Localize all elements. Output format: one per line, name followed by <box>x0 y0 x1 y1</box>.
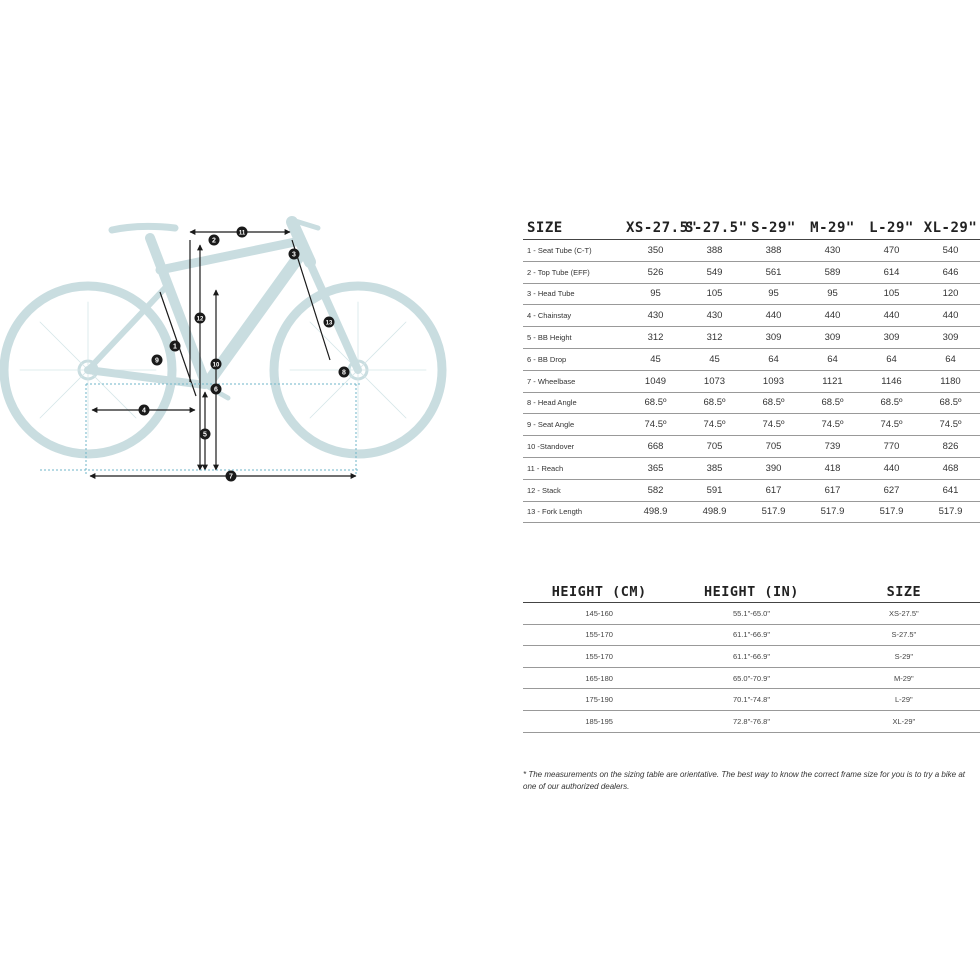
row-label: 12 - Stack <box>523 479 626 501</box>
table-cell: 614 <box>862 261 921 283</box>
marker-2 <box>209 235 220 246</box>
table-cell: 68.5º <box>626 392 685 414</box>
row-label: 8 - Head Angle <box>523 392 626 414</box>
table-cell: 145-160 <box>523 603 675 625</box>
svg-text:9: 9 <box>155 357 159 365</box>
table-cell: 591 <box>685 479 744 501</box>
table-cell: 68.5º <box>803 392 862 414</box>
table-row <box>523 689 980 711</box>
table-cell: 312 <box>685 327 744 349</box>
table-row <box>523 261 980 283</box>
table-row <box>523 370 980 392</box>
table-cell: 105 <box>685 283 744 305</box>
table-cell: 388 <box>685 240 744 262</box>
table-cell: 105 <box>862 283 921 305</box>
row-label: 11 - Reach <box>523 457 626 479</box>
row-label: 10 -Standover <box>523 436 626 458</box>
table-cell: 517.9 <box>803 501 862 523</box>
table-cell: 627 <box>862 479 921 501</box>
svg-text:12: 12 <box>196 316 204 323</box>
table-cell: 470 <box>862 240 921 262</box>
table-cell: S-29" <box>828 646 980 668</box>
table-cell: 589 <box>803 261 862 283</box>
table-cell: 74.5º <box>862 414 921 436</box>
table-cell: 120 <box>921 283 980 305</box>
table-cell: 45 <box>685 348 744 370</box>
table-cell: 1093 <box>744 370 803 392</box>
marker-12 <box>195 313 206 324</box>
table-cell: 770 <box>862 436 921 458</box>
bike-silhouette <box>4 220 442 454</box>
table-cell: 312 <box>626 327 685 349</box>
table-cell: 61.1"-66.9" <box>675 646 827 668</box>
sizing-header-height-in: HEIGHT (IN) <box>675 581 827 603</box>
table-cell: 65.0"-70.9" <box>675 667 827 689</box>
table-cell: 705 <box>744 436 803 458</box>
svg-text:8: 8 <box>342 369 346 377</box>
table-row <box>523 240 980 262</box>
table-cell: 155-170 <box>523 646 675 668</box>
row-label: 9 - Seat Angle <box>523 414 626 436</box>
table-row <box>523 479 980 501</box>
marker-3 <box>289 249 300 260</box>
row-label: 1 - Seat Tube (C-T) <box>523 240 626 262</box>
table-row <box>523 501 980 523</box>
marker-10 <box>211 359 222 370</box>
table-cell: 468 <box>921 457 980 479</box>
table-cell: 55.1"-65.0" <box>675 603 827 625</box>
table-cell: 309 <box>921 327 980 349</box>
svg-text:13: 13 <box>325 320 333 327</box>
table-row <box>523 283 980 305</box>
geometry-header-xs-27-5: XS-27.5" <box>626 217 685 240</box>
table-cell: XS-27.5" <box>828 603 980 625</box>
table-cell: 430 <box>803 240 862 262</box>
geometry-header-row <box>523 217 980 240</box>
table-cell: 64 <box>744 348 803 370</box>
table-cell: 365 <box>626 457 685 479</box>
table-cell: 45 <box>626 348 685 370</box>
geometry-header-m-29: M-29" <box>803 217 862 240</box>
table-cell: 498.9 <box>626 501 685 523</box>
table-cell: 165-180 <box>523 667 675 689</box>
table-row <box>523 414 980 436</box>
table-cell: 350 <box>626 240 685 262</box>
table-cell: 549 <box>685 261 744 283</box>
table-cell: 646 <box>921 261 980 283</box>
marker-6 <box>211 384 222 395</box>
table-cell: 68.5º <box>862 392 921 414</box>
svg-text:5: 5 <box>203 431 207 439</box>
table-cell: 641 <box>921 479 980 501</box>
table-cell: 74.5º <box>626 414 685 436</box>
table-cell: 517.9 <box>862 501 921 523</box>
table-cell: 64 <box>803 348 862 370</box>
sizing-header-height-cm: HEIGHT (CM) <box>523 581 675 603</box>
table-cell: 95 <box>626 283 685 305</box>
table-cell: 739 <box>803 436 862 458</box>
table-cell: 388 <box>744 240 803 262</box>
row-label: 7 - Wheelbase <box>523 370 626 392</box>
bike-geometry-diagram <box>0 200 470 500</box>
table-cell: 540 <box>921 240 980 262</box>
sizing-footnote: * The measurements on the sizing table are orientative. The best way to know the correct frame size for you is to try a bike at one of our authorized dealers. <box>523 770 965 791</box>
geometry-header-s-29: S-29" <box>744 217 803 240</box>
table-cell: 440 <box>921 305 980 327</box>
table-cell: 517.9 <box>744 501 803 523</box>
table-row <box>523 457 980 479</box>
table-cell: 1073 <box>685 370 744 392</box>
sizing-header-size: SIZE <box>828 581 980 603</box>
geometry-table <box>523 217 980 523</box>
svg-text:10: 10 <box>212 362 220 369</box>
table-cell: 309 <box>744 327 803 349</box>
table-cell: 95 <box>803 283 862 305</box>
table-cell: 1121 <box>803 370 862 392</box>
top-tube <box>160 242 295 270</box>
table-cell: 68.5º <box>744 392 803 414</box>
saddle <box>112 226 175 230</box>
row-label: 3 - Head Tube <box>523 283 626 305</box>
table-row <box>523 667 980 689</box>
table-cell: 582 <box>626 479 685 501</box>
marker-11 <box>237 227 248 238</box>
marker-8 <box>339 367 350 378</box>
svg-text:1: 1 <box>173 343 177 351</box>
table-cell: 498.9 <box>685 501 744 523</box>
table-cell: 95 <box>744 283 803 305</box>
table-cell: 74.5º <box>921 414 980 436</box>
geometry-header-size: SIZE <box>523 217 626 240</box>
table-cell: 418 <box>803 457 862 479</box>
table-cell: 617 <box>744 479 803 501</box>
table-row <box>523 710 980 732</box>
table-cell: 617 <box>803 479 862 501</box>
table-cell: 74.5º <box>744 414 803 436</box>
svg-text:11: 11 <box>238 230 246 237</box>
table-cell: 74.5º <box>803 414 862 436</box>
table-cell: 74.5º <box>685 414 744 436</box>
row-label: 4 - Chainstay <box>523 305 626 327</box>
table-cell: 68.5º <box>685 392 744 414</box>
table-row <box>523 436 980 458</box>
svg-text:3: 3 <box>292 251 296 259</box>
table-cell: 440 <box>744 305 803 327</box>
row-label: 13 - Fork Length <box>523 501 626 523</box>
table-row <box>523 392 980 414</box>
table-cell: 390 <box>744 457 803 479</box>
down-tube <box>210 255 300 380</box>
row-label: 5 - BB Height <box>523 327 626 349</box>
table-cell: 668 <box>626 436 685 458</box>
fork <box>305 252 358 370</box>
table-row <box>523 305 980 327</box>
table-cell: 175-190 <box>523 689 675 711</box>
svg-text:2: 2 <box>212 237 216 245</box>
table-row <box>523 646 980 668</box>
table-cell: 64 <box>862 348 921 370</box>
svg-text:7: 7 <box>229 473 233 481</box>
sizing-header-row <box>523 581 980 603</box>
table-cell: 1180 <box>921 370 980 392</box>
table-cell: 826 <box>921 436 980 458</box>
table-cell: 517.9 <box>921 501 980 523</box>
marker-7 <box>226 471 237 482</box>
table-cell: 185-195 <box>523 710 675 732</box>
row-label: 2 - Top Tube (EFF) <box>523 261 626 283</box>
table-cell: 1049 <box>626 370 685 392</box>
table-cell: 440 <box>862 457 921 479</box>
table-row <box>523 603 980 625</box>
table-cell: M-29" <box>828 667 980 689</box>
marker-4 <box>139 405 150 416</box>
table-cell: 309 <box>803 327 862 349</box>
marker-1 <box>170 341 181 352</box>
table-cell: 440 <box>862 305 921 327</box>
geometry-header-xl-29: XL-29" <box>921 217 980 240</box>
row-label: 6 - BB Drop <box>523 348 626 370</box>
table-cell: 72.8"-76.8" <box>675 710 827 732</box>
geometry-header-s-27-5: S-27.5" <box>685 217 744 240</box>
table-row <box>523 348 980 370</box>
table-cell: 526 <box>626 261 685 283</box>
table-cell: 440 <box>803 305 862 327</box>
table-cell: L-29" <box>828 689 980 711</box>
table-cell: 561 <box>744 261 803 283</box>
sizing-table <box>523 581 980 733</box>
svg-text:6: 6 <box>214 386 218 394</box>
table-cell: 430 <box>626 305 685 327</box>
table-cell: S-27.5" <box>828 624 980 646</box>
table-cell: 1146 <box>862 370 921 392</box>
table-cell: 68.5º <box>921 392 980 414</box>
table-cell: 70.1"-74.8" <box>675 689 827 711</box>
table-cell: 430 <box>685 305 744 327</box>
geometry-header-l-29: L-29" <box>862 217 921 240</box>
marker-9 <box>152 355 163 366</box>
table-row <box>523 624 980 646</box>
table-row <box>523 327 980 349</box>
table-cell: XL-29" <box>828 710 980 732</box>
table-cell: 705 <box>685 436 744 458</box>
table-cell: 385 <box>685 457 744 479</box>
table-cell: 64 <box>921 348 980 370</box>
table-cell: 61.1"-66.9" <box>675 624 827 646</box>
marker-13 <box>324 317 335 328</box>
marker-5 <box>200 429 211 440</box>
table-cell: 309 <box>862 327 921 349</box>
table-cell: 155-170 <box>523 624 675 646</box>
svg-text:4: 4 <box>142 407 146 415</box>
